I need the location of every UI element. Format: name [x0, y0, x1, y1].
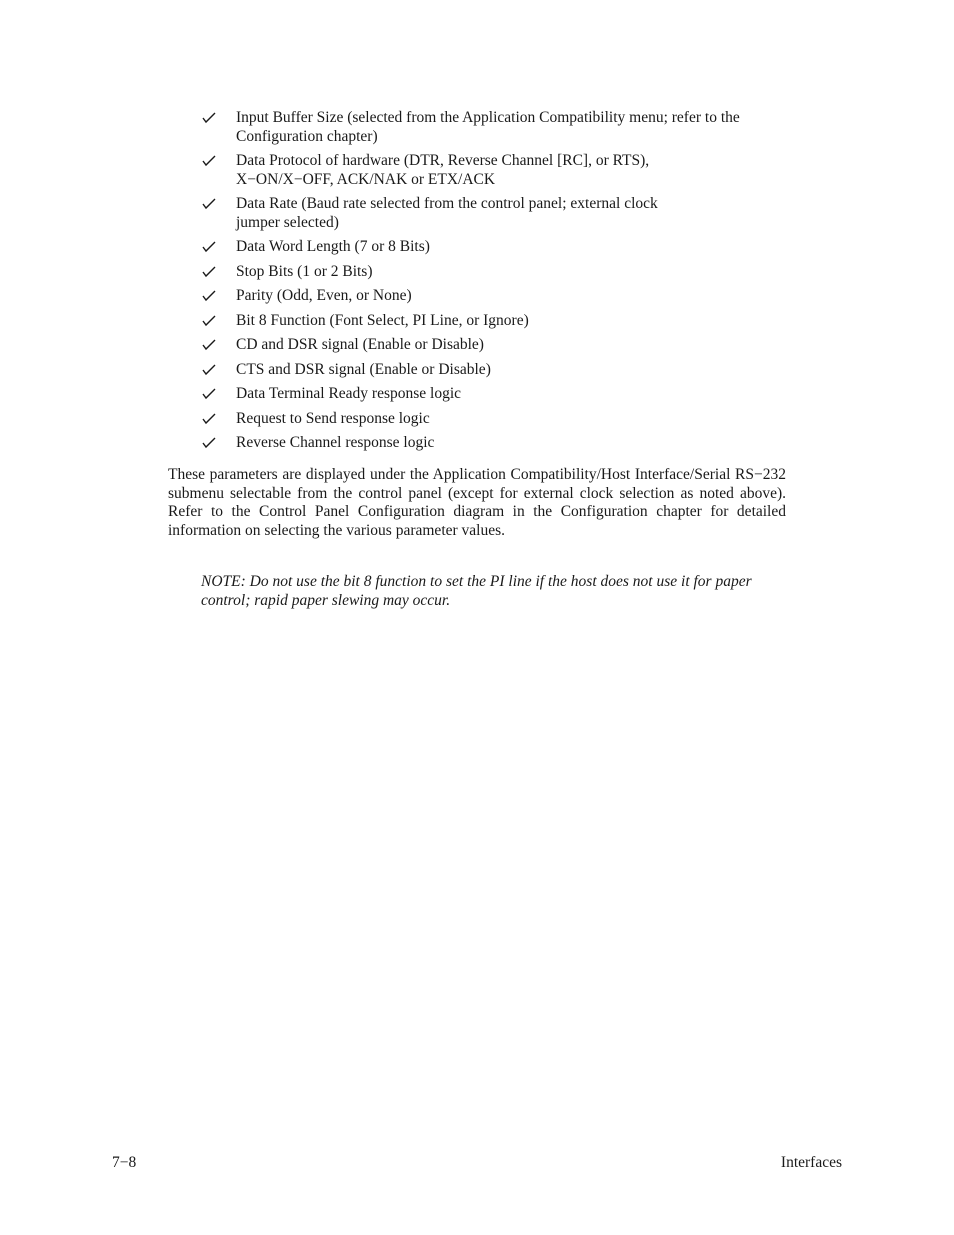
- check-mark-icon: [202, 241, 216, 253]
- check-mark-icon: [202, 339, 216, 351]
- list-item-text: CD and DSR signal (Enable or Disable): [236, 336, 484, 353]
- list-item: [200, 109, 790, 146]
- list-item-text: CTS and DSR signal (Enable or Disable): [236, 360, 491, 378]
- list-item-text: Request to Send response logic: [236, 409, 430, 427]
- parameter-list: [200, 109, 790, 459]
- check-mark-icon: [202, 155, 216, 167]
- section-title: Interfaces: [780, 1154, 842, 1171]
- list-item: [200, 434, 790, 453]
- page-number: 7−8: [112, 1154, 137, 1171]
- list-item-text: Data Protocol of hardware (DTR, Reverse Channel [RC], or RTS), X−ON/X−OFF, ACK/NAK or ETX/ACK: [236, 152, 650, 188]
- list-item: [200, 263, 790, 282]
- list-item-text: Data Terminal Ready response logic: [236, 385, 462, 402]
- list-item: [200, 238, 790, 257]
- list-item: [200, 312, 790, 331]
- check-mark-icon: [202, 364, 216, 376]
- list-item-text: Data Rate (Baud rate selected from the control panel; external clock jumper selected): [236, 195, 658, 231]
- list-item-text: Stop Bits (1 or 2 Bits): [236, 262, 373, 280]
- list-item-text: Reverse Channel response logic: [236, 434, 435, 451]
- list-item: [200, 287, 790, 306]
- check-mark-icon: [202, 388, 216, 400]
- check-mark-icon: [202, 290, 216, 302]
- note-text: NOTE: Do not use the bit 8 function to set the PI line if the host does not use it for paper control; rapid paper slewing may occur.: [201, 573, 752, 609]
- list-item: [200, 385, 790, 404]
- list-item: [200, 195, 790, 232]
- check-mark-icon: [202, 112, 216, 124]
- check-mark-icon: [202, 413, 216, 425]
- list-item-text: Parity (Odd, Even, or None): [236, 287, 412, 304]
- check-mark-icon: [202, 315, 216, 327]
- list-item: [200, 336, 790, 355]
- list-item: [200, 410, 790, 429]
- list-item: [200, 152, 790, 189]
- check-mark-icon: [202, 266, 216, 278]
- list-item-text: Input Buffer Size (selected from the Application Compatibility menu; refer to the Configuration chapter): [236, 109, 740, 145]
- list-item-text: Bit 8 Function (Font Select, PI Line, or Ignore): [236, 311, 529, 329]
- body-paragraph: These parameters are displayed under the Application Compatibility/Host Interface/Serial RS−232 submenu selectable from the control panel (except for external clock selection as noted above). Refer to the Control Panel Configuration diagram in the Configuration chapter for detailed information on selecting the various parameter values.: [168, 466, 786, 540]
- check-mark-icon: [202, 437, 216, 449]
- list-item-text: Data Word Length (7 or 8 Bits): [236, 238, 430, 255]
- check-mark-icon: [202, 198, 216, 210]
- list-item: [200, 361, 790, 380]
